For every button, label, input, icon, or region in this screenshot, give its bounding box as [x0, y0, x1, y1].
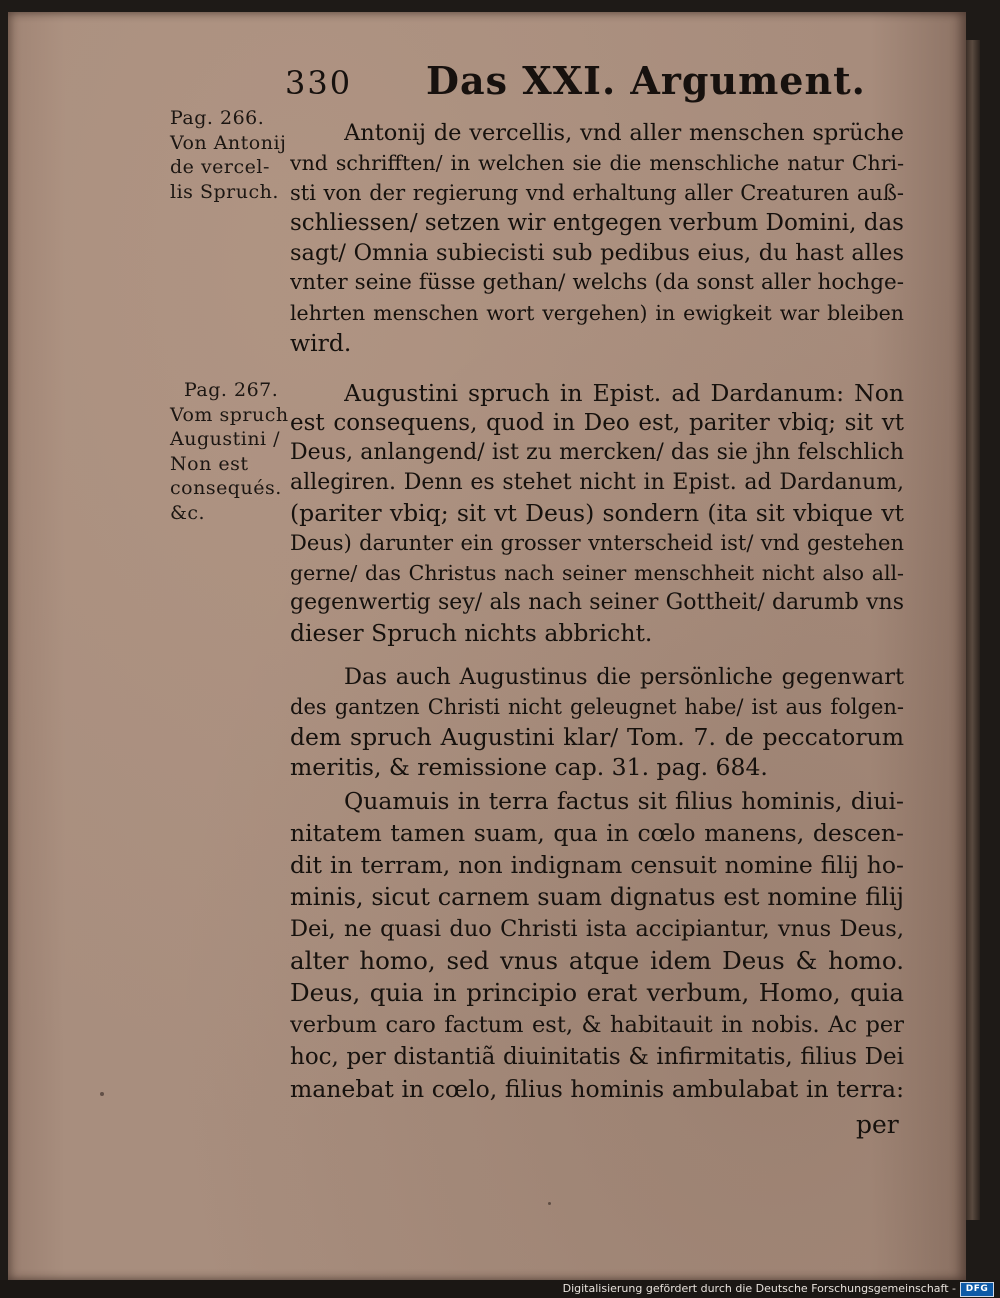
body-line: schliessen/ setzen wir entgegen verbum Domini, das	[290, 210, 904, 236]
margin-note-line: de vercel-	[170, 156, 270, 178]
paper-speck	[100, 1092, 104, 1096]
margin-note-line: consequés.	[170, 477, 282, 499]
body-line: Deus, anlangend/ ist zu mercken/ das sie jhn felschlich	[290, 440, 904, 465]
body-line: dem spruch Augustini klar/ Tom. 7. de peccatorum	[290, 723, 904, 751]
footer-bar	[0, 1280, 1000, 1298]
margin-note-line: Von Antonij	[170, 131, 287, 154]
body-line: Das auch Augustinus die persönliche gegenwart	[344, 664, 904, 690]
body-line: Quamuis in terra factus sit filius hominis, diui-	[344, 787, 904, 815]
body-line: est consequens, quod in Deo est, pariter vbiq; sit vt	[290, 410, 904, 436]
margin-note-line: Augustini /	[170, 428, 281, 450]
margin-note-pag-267	[170, 378, 289, 525]
body-line: des gantzen Christi nicht geleugnet habe/ ist aus folgen-	[290, 695, 904, 719]
margin-note-line: Pag. 266.	[170, 107, 265, 129]
body-line: Antonij de vercellis, vnd aller menschen sprüche	[344, 120, 904, 146]
body-line: vnd schrifften/ in welchen sie die menschliche natur Chri-	[290, 151, 904, 175]
body-line: manebat in cœlo, filius hominis ambulabat in terra:	[290, 1075, 904, 1103]
running-title: Das XXI. Argument.	[426, 58, 866, 103]
body-line: alter homo, sed vnus atque idem Deus & homo.	[290, 946, 904, 975]
margin-note-line: lis Spruch.	[170, 180, 279, 203]
catchword: per	[856, 1110, 899, 1139]
body-line: sagt/ Omnia subiecisti sub pedibus eius, du hast alles	[290, 240, 904, 266]
body-line: allegiren. Denn es stehet nicht in Epist. ad Dardanum,	[290, 470, 904, 495]
body-line: Augustini spruch in Epist. ad Dardanum: Non	[344, 379, 904, 407]
page-edge-shadow	[966, 40, 980, 1220]
page-number: 330	[285, 64, 353, 102]
margin-note-line: Pag. 267.	[184, 379, 279, 401]
body-line: lehrten menschen wort vergehen) in ewigkeit war bleiben	[290, 301, 904, 325]
margin-note-line: Vom spruch	[170, 403, 289, 426]
paper-speck	[548, 1202, 551, 1205]
body-line: Dei, ne quasi duo Christi ista accipiantur, vnus Deus,	[290, 916, 904, 942]
margin-note-pag-266	[170, 106, 286, 204]
margin-note-line: &c.	[170, 501, 206, 524]
body-line: nitatem tamen suam, qua in cœlo manens, descen-	[290, 819, 904, 847]
body-line: meritis, & remissione cap. 31. pag. 684.	[290, 753, 768, 781]
body-line: Deus, quia in principio erat verbum, Homo, quia	[290, 978, 904, 1007]
margin-note-line: Non est	[170, 452, 249, 475]
dfg-logo-icon: DFG	[960, 1282, 994, 1297]
body-line: sti von der regierung vnd erhaltung aller Creaturen auß-	[290, 181, 904, 205]
body-line: minis, sicut carnem suam dignatus est nomine filij	[290, 883, 904, 911]
body-line: vnter seine füsse gethan/ welchs (da sonst aller hochge-	[290, 270, 904, 295]
body-line: gerne/ das Christus nach seiner menschheit nicht also all-	[290, 561, 904, 585]
body-line: gegenwertig sey/ als nach seiner Gottheit/ darumb vns	[290, 590, 904, 615]
body-line: dit in terram, non indignam censuit nomine filij ho-	[290, 851, 904, 879]
body-line: wird.	[290, 329, 352, 357]
body-line: dieser Spruch nichts abbricht.	[290, 619, 653, 647]
body-line: (pariter vbiq; sit vt Deus) sondern (ita sit vbique vt	[290, 499, 904, 527]
body-line: hoc, per distantiã diuinitatis & infirmitatis, filius Dei	[290, 1044, 904, 1070]
body-line: verbum caro factum est, & habitauit in nobis. Ac per	[290, 1012, 904, 1038]
body-line: Deus) darunter ein grosser vnterscheid ist/ vnd gestehen	[290, 531, 904, 555]
funding-credit: Digitalisierung gefördert durch die Deutsche Forschungsgemeinschaft -	[562, 1282, 956, 1295]
